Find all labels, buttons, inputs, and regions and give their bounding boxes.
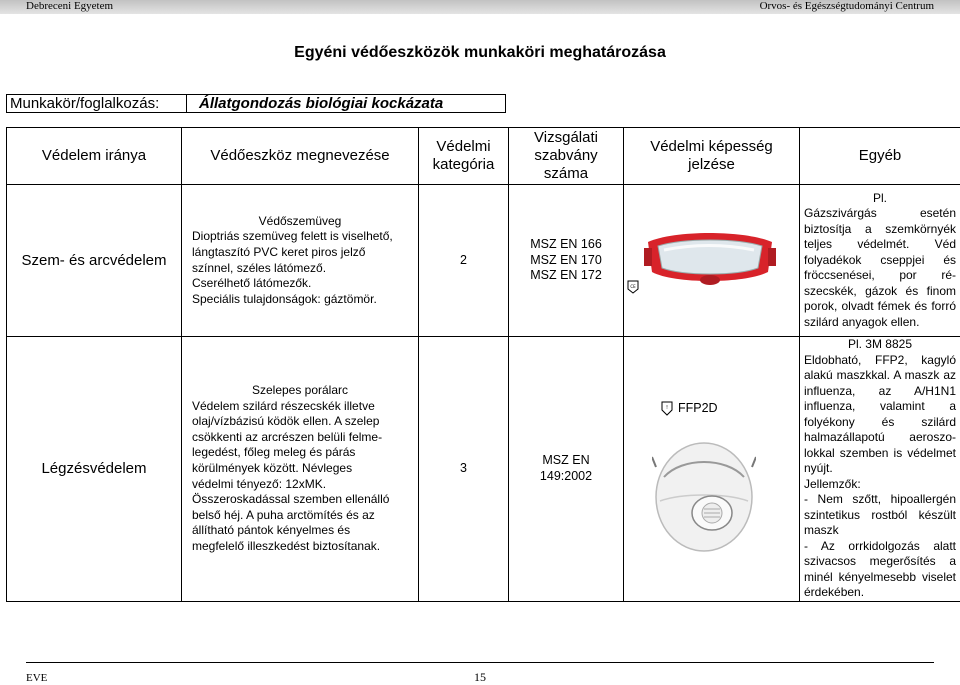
row-category: 3 [419, 337, 509, 602]
device-line: belső héj. A puha arctömítés és az [192, 508, 408, 524]
row-category: 2 [419, 185, 509, 337]
marking-label: FFP2D [678, 401, 718, 415]
other-text: Eldobható, FFP2, kagyló alakú maszkkal. A maszk az influenza, az A/H1N1 influenza, valamint a folyékony és szilárd halmazállapotú aeroszo-lokkal szemben is védelmet nyújt. [804, 353, 956, 477]
device-line: olaj/vízbázisú ködök ellen. A szelep [192, 414, 408, 430]
col-header-marking [624, 128, 800, 185]
page-number: 15 [474, 670, 486, 685]
standard-line: MSZ EN 170 [509, 253, 623, 269]
col-header-other: Egyéb [800, 128, 960, 185]
col-header-direction: Védelem iránya [7, 128, 182, 185]
other-text: Gázszivárgás esetén biztosítja a szemkörnyék teljes védelmét. Véd folyadékok cseppjei és fröccsenései, por ré-szecskék, gázok és finom porok, olvadt fémek és forró szilárd anyagok ellen. [804, 206, 956, 330]
page-title: Egyéni védőeszközök munkaköri meghatározása [0, 44, 960, 62]
device-line: körülmények között. Névleges [192, 461, 408, 477]
device-line: legedést, főleg meleg és párás [192, 445, 408, 461]
device-name: Védőszemüveg [192, 214, 408, 230]
table-row [7, 185, 960, 337]
header-right: Orvos- és Egészségtudományi Centrum [760, 0, 934, 13]
other-extra: Jellemzők: [804, 477, 956, 493]
row-marking [624, 185, 800, 337]
device-line: megfelelő illeszkedést biztosítanak. [192, 539, 408, 555]
col-header-marking-l1: Védelmi képesség [624, 138, 799, 156]
other-extra: - Az orrkidolgozás alatt szivacsos megerősítés a minél kényelmesebb viselet érdekében. [804, 539, 956, 601]
row-direction: Légzésvédelem [7, 337, 182, 602]
row-other [800, 185, 960, 337]
safety-mark-icon [660, 401, 674, 416]
other-lead: Pl. 3M 8825 [804, 337, 956, 353]
row-marking [624, 337, 800, 602]
device-line: csökkenti az arcrészen belüli felme- [192, 430, 408, 446]
job-label: Munkakör/foglalkozás: [6, 94, 187, 113]
col-header-category-l1: Védelmi [419, 138, 508, 156]
col-header-standard [509, 128, 624, 185]
goggles-photo [644, 228, 776, 292]
standard-line: MSZ EN 172 [509, 268, 623, 284]
device-line: lángtaszító PVC keret piros jelző [192, 245, 408, 261]
device-line: Cserélhető látómezők. [192, 276, 408, 292]
table-row [7, 337, 960, 602]
standard-line: MSZ EN [509, 453, 623, 469]
col-header-category [419, 128, 509, 185]
row-direction: Szem- és arcvédelem [7, 185, 182, 337]
page-header [0, 0, 960, 14]
standard-line: MSZ EN 166 [509, 237, 623, 253]
col-header-standard-l3: száma [509, 165, 623, 183]
footer-left: EVE [26, 672, 47, 684]
row-other [800, 337, 960, 602]
row-standard [509, 185, 624, 337]
col-header-standard-l1: Vizsgálati [509, 129, 623, 147]
device-line: Összeroskadással szemben ellenálló [192, 492, 408, 508]
device-line: védelmi tényező: 12xMK. [192, 477, 408, 493]
device-name: Szelepes porálarc [192, 383, 408, 399]
svg-text:!: ! [666, 405, 668, 411]
svg-text:CE: CE [630, 284, 636, 289]
col-header-standard-l2: szabvány [509, 147, 623, 165]
device-line: állítható pántok kényelmes és [192, 523, 408, 539]
device-line: Speciális tulajdonságok: gáztömör. [192, 292, 408, 308]
standard-line: 149:2002 [509, 469, 623, 485]
col-header-device: Védőeszköz megnevezése [182, 128, 419, 185]
other-extra: - Nem szőtt, hipoallergén szintetikus rostból készült maszk [804, 492, 956, 539]
col-header-category-l2: kategória [419, 156, 508, 174]
ppe-table [6, 127, 960, 602]
header-left: Debreceni Egyetem [26, 0, 113, 13]
safety-mark-icon [626, 280, 640, 294]
device-line: színnel, széles látómező. [192, 261, 408, 277]
job-value: Állatgondozás biológiai kockázata [187, 94, 506, 113]
row-standard [509, 337, 624, 602]
other-lead: Pl. [804, 191, 956, 207]
device-line: Dioptriás szemüveg felett is viselhető, [192, 229, 408, 245]
device-line: Védelem szilárd részecskék illetve [192, 399, 408, 415]
footer-divider [26, 662, 934, 663]
row-device [182, 185, 419, 337]
row-device [182, 337, 419, 602]
respirator-mask-photo [652, 437, 756, 557]
job-row [6, 94, 506, 113]
table-header-row [7, 128, 960, 185]
col-header-marking-l2: jelzése [624, 156, 799, 174]
